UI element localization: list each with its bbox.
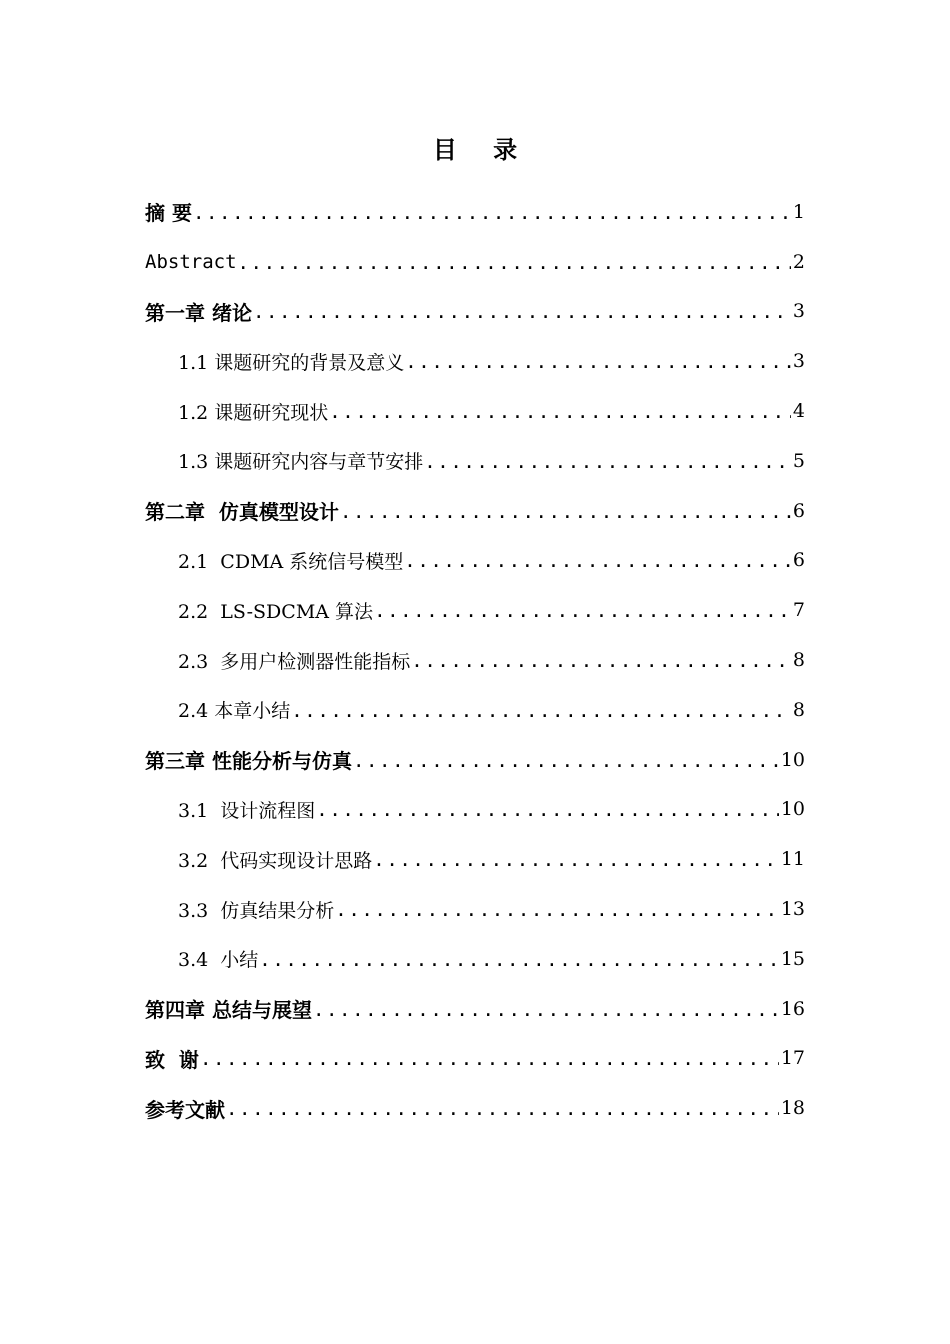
dot-leader <box>353 750 779 772</box>
dot-leader <box>374 600 791 622</box>
dot-leader <box>329 401 791 423</box>
dot-leader <box>424 451 791 473</box>
toc-entry-label: 第三章 性能分析与仿真 <box>145 749 352 774</box>
toc-entry-label: 2.3 多用户检测器性能指标 <box>178 650 411 673</box>
dot-leader <box>313 999 779 1021</box>
toc-entry-abstract-en[interactable] <box>145 237 805 287</box>
toc-entry-abstract-cn[interactable] <box>145 187 805 237</box>
toc-entry-label: 第四章 总结与展望 <box>145 998 312 1023</box>
toc-entry-references[interactable] <box>145 1083 805 1133</box>
toc-entry-section-3-2[interactable] <box>145 834 805 884</box>
toc-entry-label: 第二章 仿真模型设计 <box>145 500 339 525</box>
dot-leader <box>253 301 791 323</box>
toc-entry-section-2-1[interactable] <box>145 536 805 586</box>
toc-entry-page: 15 <box>780 947 805 970</box>
toc-entry-label: 2.1 CDMA 系统信号模型 <box>178 550 404 573</box>
toc-entry-page: 6 <box>792 549 805 572</box>
toc-entry-page: 18 <box>780 1097 805 1120</box>
toc-entry-label: 摘 要 <box>145 201 192 226</box>
toc-entry-chapter-1[interactable] <box>145 287 805 337</box>
toc-entry-page: 1 <box>792 200 805 223</box>
toc-entry-label: 3.4 小结 <box>178 949 259 972</box>
toc-entry-page: 17 <box>780 1047 805 1070</box>
toc-entry-section-2-2[interactable] <box>145 585 805 635</box>
dot-leader <box>238 252 791 274</box>
toc-entry-page: 5 <box>792 449 805 472</box>
dot-leader <box>340 501 791 523</box>
dot-leader <box>259 949 779 971</box>
toc-entry-page: 10 <box>780 798 805 821</box>
dot-leader <box>226 1098 779 1120</box>
toc-entry-page: 3 <box>792 350 805 373</box>
toc-entry-section-3-1[interactable] <box>145 785 805 835</box>
toc-title: 目 录 <box>432 136 532 164</box>
toc-entry-chapter-4[interactable] <box>145 984 805 1034</box>
toc-entry-section-1-2[interactable] <box>145 386 805 436</box>
toc-entry-section-2-4[interactable] <box>145 685 805 735</box>
toc-entry-page: 13 <box>780 898 805 921</box>
toc-entry-page: 16 <box>780 997 805 1020</box>
toc-entry-section-1-3[interactable] <box>145 436 805 486</box>
toc-entry-acknowledgements[interactable] <box>145 1034 805 1084</box>
toc-entry-page: 8 <box>792 698 805 721</box>
dot-leader <box>316 799 779 821</box>
toc-entry-page: 11 <box>780 848 805 871</box>
toc-entry-label: 1.1 课题研究的背景及意义 <box>178 351 405 374</box>
toc-entry-section-3-4[interactable] <box>145 934 805 984</box>
toc-entry-page: 3 <box>792 300 805 323</box>
toc-entry-label: 2.4 本章小结 <box>178 700 291 723</box>
dot-leader <box>411 650 791 672</box>
toc-entry-page: 4 <box>792 400 805 423</box>
toc-entry-label: 1.3 课题研究内容与章节安排 <box>178 451 424 474</box>
toc-entry-label: 1.2 课题研究现状 <box>178 401 329 424</box>
toc-entry-page: 7 <box>792 599 805 622</box>
toc-entry-section-2-3[interactable] <box>145 635 805 685</box>
dot-leader <box>335 899 779 921</box>
toc-entry-chapter-2[interactable] <box>145 486 805 536</box>
toc-entry-section-3-3[interactable] <box>145 884 805 934</box>
dot-leader <box>405 351 791 373</box>
toc-entry-label: 3.1 设计流程图 <box>178 799 316 822</box>
toc-list <box>145 187 805 1133</box>
dot-leader <box>373 849 779 871</box>
toc-entry-page: 8 <box>792 649 805 672</box>
toc-entry-label: 2.2 LS-SDCMA 算法 <box>178 600 374 623</box>
toc-entry-label: 3.3 仿真结果分析 <box>178 899 335 922</box>
toc-entry-section-1-1[interactable] <box>145 336 805 386</box>
toc-entry-label: 参考文献 <box>145 1097 225 1122</box>
toc-entry-label: 3.2 代码实现设计思路 <box>178 849 373 872</box>
dot-leader <box>193 202 791 224</box>
dot-leader <box>404 550 791 572</box>
toc-entry-page: 6 <box>792 499 805 522</box>
dot-leader <box>200 1048 779 1070</box>
toc-entry-label: Abstract <box>145 250 237 273</box>
toc-entry-page: 2 <box>792 250 805 273</box>
toc-entry-page: 10 <box>780 748 805 771</box>
dot-leader <box>291 700 791 722</box>
toc-entry-label: 第一章 绪论 <box>145 300 252 325</box>
toc-entry-label: 致 谢 <box>145 1047 199 1072</box>
toc-entry-chapter-3[interactable] <box>145 735 805 785</box>
